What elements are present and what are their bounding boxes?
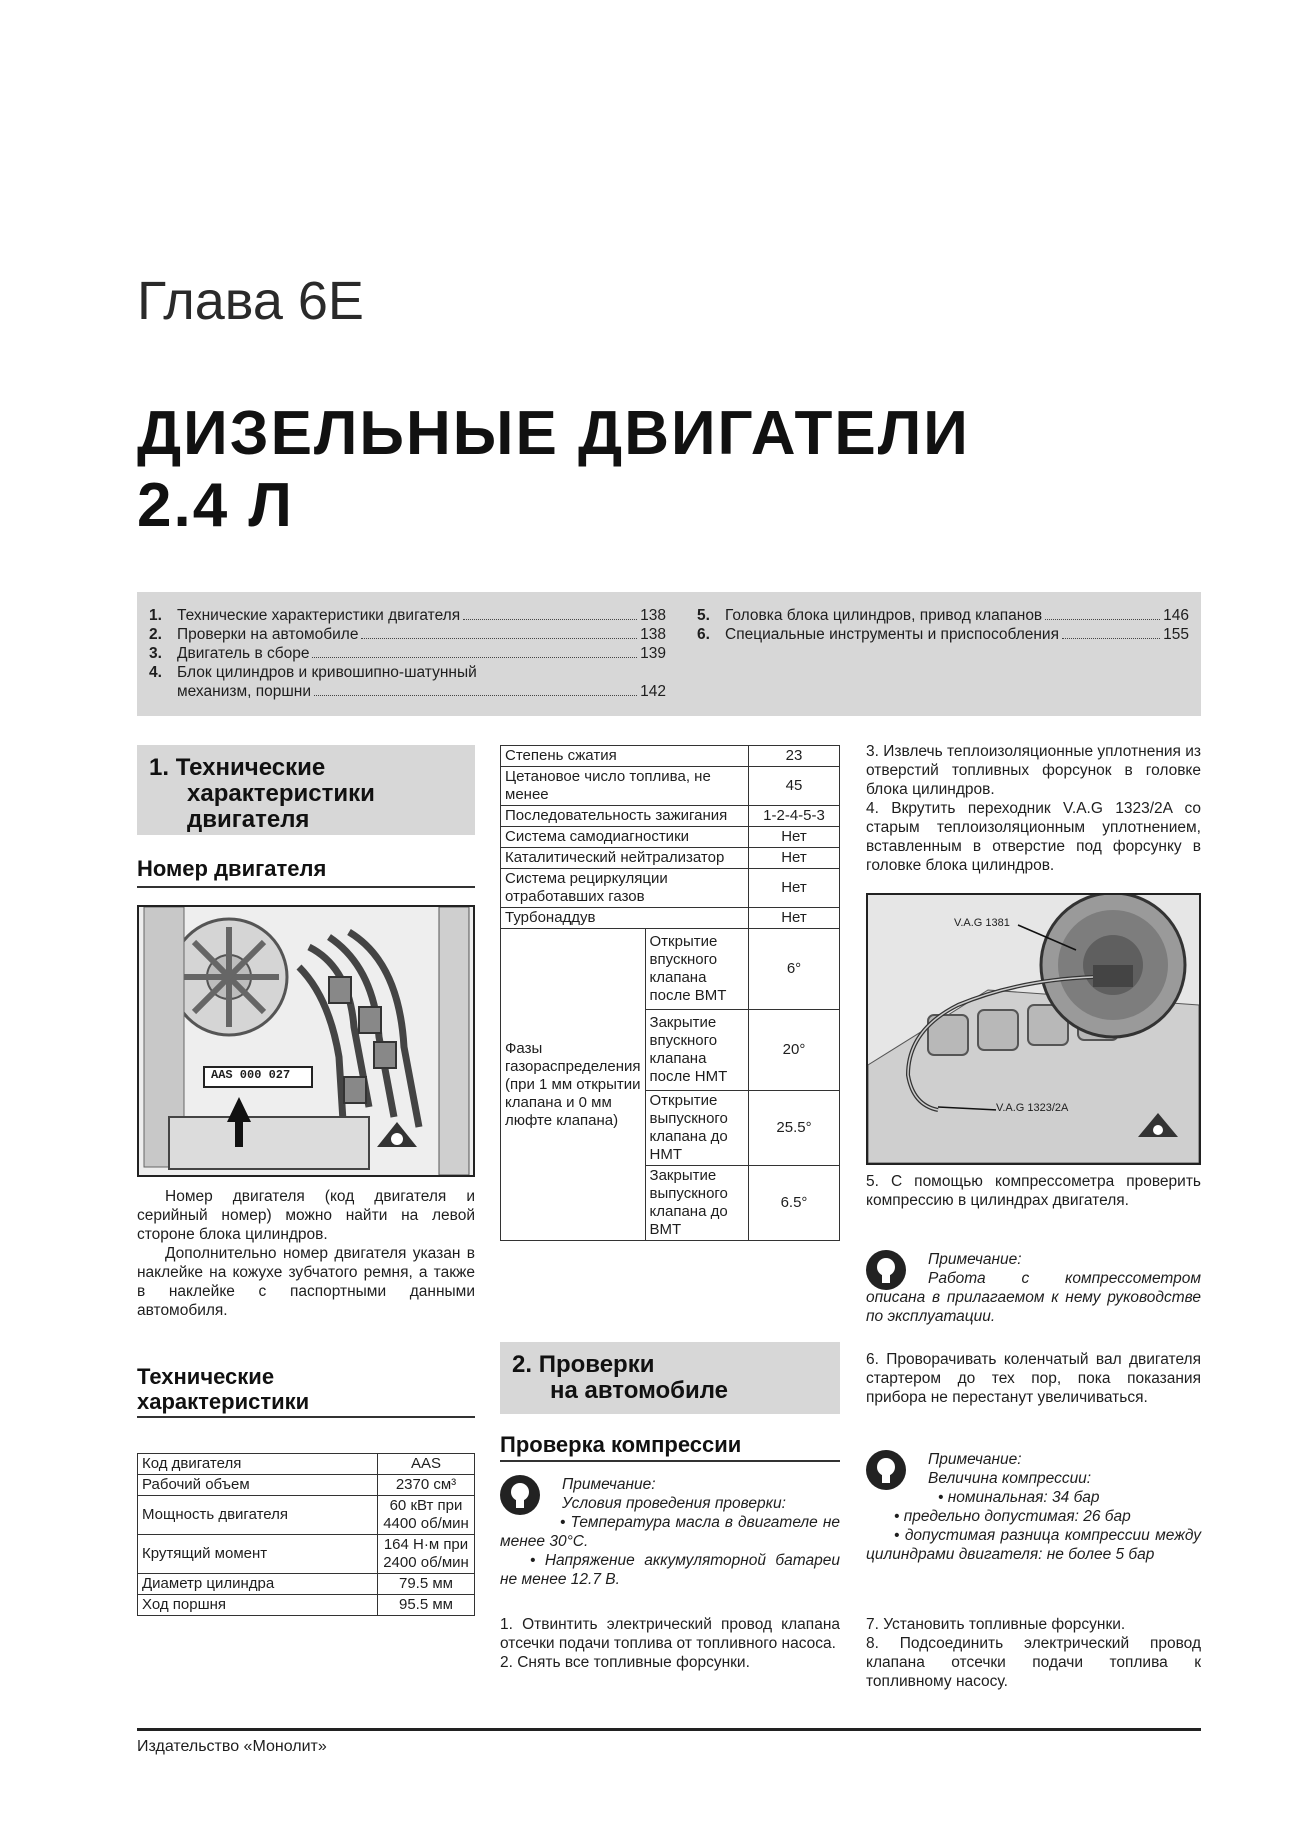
toc-page: 138 [640,607,666,624]
spec-label: Турбонаддув [501,908,749,929]
engine-number-text [137,1187,475,1320]
section-title-line: на автомобиле [550,1377,729,1404]
note-subtitle: Условия проведения проверки: [562,1495,786,1512]
step-6 [866,1350,1201,1407]
engine-photo-illustration [139,907,473,1175]
spec-table [137,1453,475,1616]
toc-left-column [149,606,666,701]
note-bulb-icon [500,1475,540,1515]
step-text: 1. Отвинтить электрический провод клапана отсечки подачи топлива от топливного насоса. [500,1616,840,1652]
spec-value: 45 [749,767,840,806]
section-number: 2. [512,1351,533,1378]
toc-item[interactable] [697,606,1189,625]
page-title [137,398,970,542]
compressometer-illustration [868,895,1199,1163]
paragraph: Дополнительно номер двигателя указан в наклейке на кожухе зубчатого ремня, а также в наклейке с паспортными данными автомобиля. [137,1245,475,1319]
note-title: Примечание: [928,1451,1022,1468]
step-text: 6. Проворачивать коленчатый вал двигателя стартером до тех пор, пока показания прибора не перестанут увеличиваться. [866,1351,1201,1406]
section-number: 1. [149,754,170,781]
table-row [138,1496,475,1535]
timing-row-label: Открытие впускного клапана после ВМТ [645,929,748,1010]
step-text: 7. Установить топливные форсунки. [866,1616,1126,1633]
note-1 [866,1250,1201,1330]
toc-page: 142 [640,683,666,700]
toc-dots [312,644,637,658]
heading-line: Технические [137,1364,275,1389]
table-row [138,1574,475,1595]
table-row [138,1475,475,1496]
toc-text: Головка блока цилиндров, привод клапанов [725,607,1043,624]
spec-value: Нет [749,869,840,908]
spec-label: Диаметр цилиндра [138,1574,378,1595]
compression-note [500,1475,840,1588]
timing-row-label: Закрытие впускного клапана после НМТ [645,1010,748,1091]
spec-label: Крутящий момент [138,1535,378,1574]
step-text: 2. Снять все топливные форсунки. [500,1654,750,1671]
note-header [562,1475,840,1513]
step-text: 4. Вкрутить переходник V.A.G 1323/2A со старым теплоизоляционным уплотнением, вставленным в отверстие под форсунку в головке блока цилиндров. [866,800,1201,874]
timing-row-value: 25.5° [749,1091,840,1166]
section-1-title [149,755,375,833]
note-title: Примечание: [562,1476,656,1493]
toc-text: Двигатель в сборе [177,645,310,662]
toc-dots [314,682,637,696]
timing-row-value: 6° [749,929,840,1010]
step-5 [866,1172,1201,1210]
toc-num: 5. [697,607,710,624]
toc-num: 4. [149,664,162,681]
toc-num: 3. [149,645,162,662]
tech-specs-heading [137,1364,475,1418]
toc-num: 2. [149,626,162,643]
note-body [866,1507,1201,1564]
note-title: Примечание: [928,1251,1022,1268]
photo-label-vag1381: V.A.G 1381 [954,917,1010,929]
toc-dots [1062,625,1160,639]
section-title-line: Проверки [538,1351,655,1378]
spec-value: 60 кВт при 4400 об/мин [378,1496,475,1535]
toc-dots [1045,606,1160,620]
section-title-line: характеристики [187,780,375,807]
spec-label: Система самодиагностики [501,827,749,848]
spec-table-2 [500,745,840,1241]
step-text: 5. С помощью компрессометра проверить компрессию в цилиндрах двигателя. [866,1173,1201,1209]
toc-item-continued[interactable] [149,682,666,701]
toc-text: Специальные инструменты и приспособления [725,626,1059,643]
steps-7-8 [866,1615,1201,1691]
toc-num: 1. [149,607,162,624]
compressometer-photo [866,893,1201,1165]
compression-heading: Проверка компрессии [500,1432,840,1462]
toc-item[interactable] [697,625,1189,644]
note-2 [866,1450,1201,1590]
table-row [501,827,840,848]
spec-label: Рабочий объем [138,1475,378,1496]
timing-row-label: Открытие выпускного клапана до НМТ [645,1091,748,1166]
note-subtitle: Величина компрессии: [928,1470,1092,1487]
note-bullet: • номинальная: 34 бар [938,1489,1100,1506]
spec-value: 164 Н·м при 2400 об/мин [378,1535,475,1574]
section-title-line: Технические [175,754,326,781]
spec-label: Система рециркуляции отработавших газов [501,869,749,908]
toc-page: 155 [1163,626,1189,643]
spec-label: Код двигателя [138,1454,378,1475]
table-row [501,908,840,929]
table-row [501,746,840,767]
note-bullet: • Температура масла в двигателе не менее 30°С. [500,1514,840,1550]
section-2-header [500,1342,840,1414]
spec-value: 23 [749,746,840,767]
table-row [501,929,840,1010]
toc-page: 146 [1163,607,1189,624]
spec-value: AAS [378,1454,475,1475]
photo-label-vag1323: V.A.G 1323/2A [996,1102,1069,1114]
engine-number-heading: Номер двигателя [137,856,475,888]
step-text: 3. Извлечь теплоизоляционные уплотнения из отверстий топливных форсунок в головке блока цилиндров. [866,743,1201,798]
note-body [500,1513,840,1589]
section-1-header [137,745,475,835]
title-line-2: 2.4 Л [137,471,294,540]
toc-item[interactable] [149,625,666,644]
engine-number-label: AAS 000 027 [211,1068,291,1082]
spec-label: Степень сжатия [501,746,749,767]
spec-value: 95.5 мм [378,1595,475,1616]
spec-value: 2370 см³ [378,1475,475,1496]
toc-dots [361,625,637,639]
footer-divider [137,1728,1201,1731]
toc-num-spacer [149,682,177,701]
toc-num: 6. [697,626,710,643]
toc-page: 138 [640,626,666,643]
note-bullet: • Напряжение аккумуляторной батареи не менее 12.7 В. [500,1552,840,1588]
spec-value: 1-2-4-5-3 [749,806,840,827]
table-row [138,1595,475,1616]
spec-value: Нет [749,848,840,869]
section-title-line: двигателя [187,806,310,833]
spec-label: Каталитический нейтрализатор [501,848,749,869]
title-line-1: ДИЗЕЛЬНЫЕ ДВИГАТЕЛИ [137,399,970,468]
note-body: Работа с компрессометром описана в прилагаемом к нему руководстве по эксплуатации. [866,1270,1201,1325]
note-bulb-icon [866,1450,906,1490]
spec-value: 79.5 мм [378,1574,475,1595]
spec-label: Цетановое число топлива, не менее [501,767,749,806]
toc-page: 139 [640,645,666,662]
heading-line: характеристики [137,1389,310,1414]
timing-row-value: 6.5° [749,1166,840,1241]
steps-3-4 [866,742,1201,875]
note-bullet: • допустимая разница компрессии между цилиндрами двигателя: не более 5 бар [866,1527,1201,1563]
note-bullet: • предельно допустимая: 26 бар [894,1508,1131,1525]
table-row [501,806,840,827]
table-of-contents [137,592,1201,716]
footer-publisher: Издательство «Монолит» [137,1738,327,1755]
section-2-title [512,1352,728,1404]
step-text: 8. Подсоединить электрический провод клапана отсечки подачи топлива к топливному насосу. [866,1635,1201,1690]
toc-item[interactable] [149,663,666,682]
note-header [928,1450,1201,1507]
toc-text: Проверки на автомобиле [177,626,359,643]
spec-label: Последовательность зажигания [501,806,749,827]
timing-row-value: 20° [749,1010,840,1091]
spec-label: Мощность двигателя [138,1496,378,1535]
spec-label: Ход поршня [138,1595,378,1616]
toc-item[interactable] [149,606,666,625]
toc-text: механизм, поршни [177,683,312,700]
timing-row-label: Закрытие выпускного клапана до ВМТ [645,1166,748,1241]
table-row [501,767,840,806]
spec-value: Нет [749,827,840,848]
compression-steps [500,1615,840,1672]
spec-value: Нет [749,908,840,929]
toc-text: Блок цилиндров и кривошипно-шатунный [177,664,477,681]
toc-right-column [697,606,1189,644]
toc-item[interactable] [149,644,666,663]
toc-dots [463,606,637,620]
toc-text: Технические характеристики двигателя [177,607,461,624]
table-row [501,848,840,869]
table-row [138,1535,475,1574]
timing-label: Фазы газораспределения (при 1 мм открытии клапана и 0 мм люфте клапана) [501,929,646,1241]
table-row [138,1454,475,1475]
table-row [501,869,840,908]
chapter-label: Глава 6Е [137,271,364,331]
engine-number-photo [137,905,475,1177]
paragraph: Номер двигателя (код двигателя и серийный номер) можно найти на левой стороне блока цилиндров. [137,1188,475,1243]
